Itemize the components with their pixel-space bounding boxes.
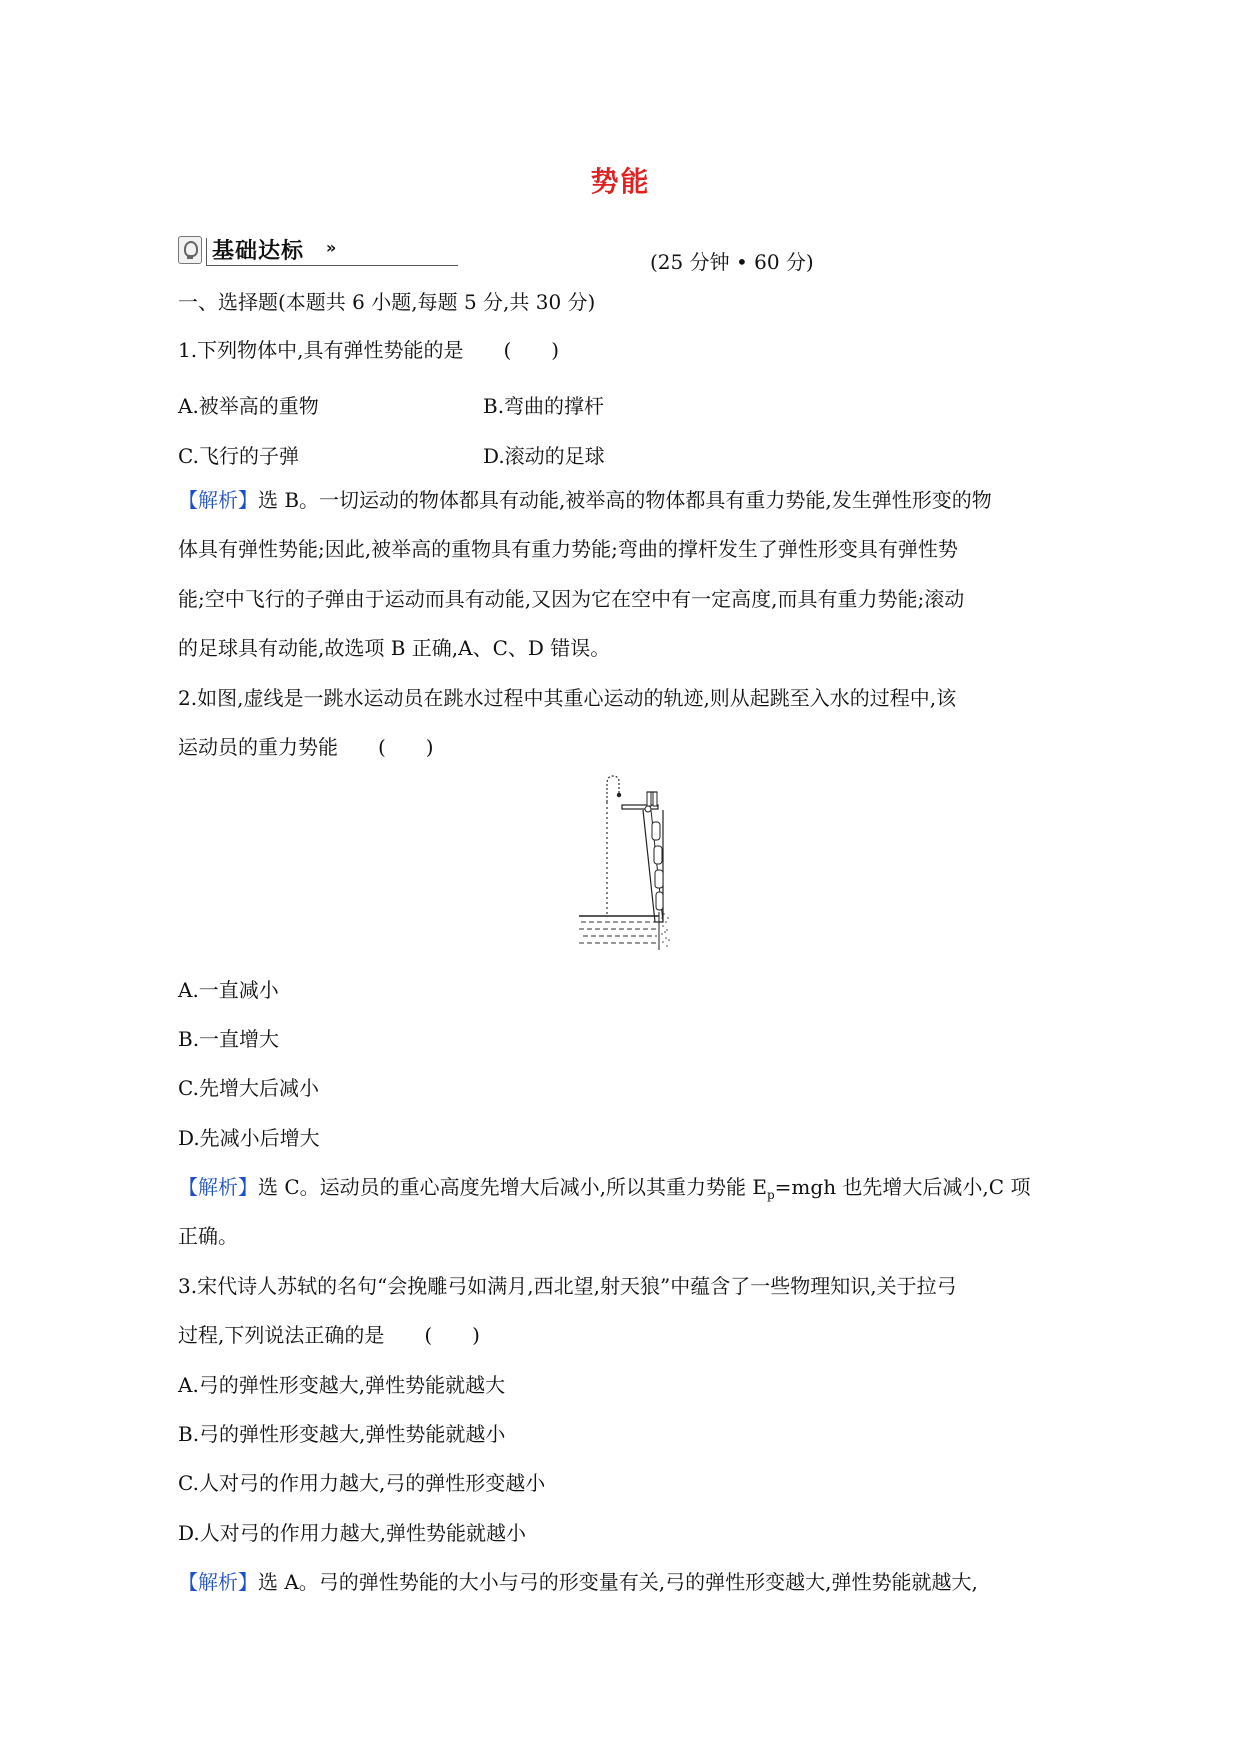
q2-stem-line-2: 运动员的重力势能 ( ): [178, 735, 434, 759]
page-title: 势能: [590, 165, 651, 198]
q1-analysis-line-3: 能;空中飞行的子弹由于运动而具有动能,又因为它在空中有一定高度,而具有重力势能;滚动: [178, 587, 965, 611]
analysis-tag: 【解析】: [178, 1175, 258, 1199]
q2-option-d: D.先减小后增大: [178, 1126, 320, 1150]
time-score: (25 分钟 • 60 分): [650, 250, 814, 274]
q3-stem-line-1: 3.宋代诗人苏轼的名句“会挽雕弓如满月,西北望,射天狼”中蕴含了一些物理知识,关于拉弓: [178, 1274, 957, 1298]
q1-analysis-line-1: 【解析】选 B。一切运动的物体都具有动能,被举高的物体都具有重力势能,发生弹性形变的物: [178, 488, 992, 512]
chevron-right-icon: »: [326, 238, 337, 257]
q2-stem-line-1: 2.如图,虚线是一跳水运动员在跳水过程中其重心运动的轨迹,则从起跳至入水的过程中,该: [178, 686, 957, 710]
analysis-tag: 【解析】: [178, 488, 258, 512]
q3-analysis-line-1: 【解析】选 A。弓的弹性势能的大小与弓的形变量有关,弓的弹性形变越大,弹性势能就越大,: [178, 1570, 978, 1594]
q1-stem: 1.下列物体中,具有弹性势能的是 ( ): [178, 338, 560, 362]
section-underline: [206, 265, 458, 266]
q3-option-c: C.人对弓的作用力越大,弓的弹性形变越小: [178, 1471, 546, 1495]
q1-analysis-line-4: 的足球具有动能,故选项 B 正确,A、C、D 错误。: [178, 636, 611, 660]
q1-analysis-line-2: 体具有弹性势能;因此,被举高的重物具有重力势能;弯曲的撑杆发生了弹性形变具有弹性势: [178, 537, 958, 561]
part-heading: 一、选择题(本题共 6 小题,每题 5 分,共 30 分): [178, 290, 596, 314]
q1-option-a: A.被举高的重物: [178, 394, 319, 418]
q2-option-a: A.一直减小: [178, 978, 279, 1002]
q3-option-b: B.弓的弹性形变越大,弹性势能就越小: [178, 1422, 506, 1446]
q3-stem-line-2: 过程,下列说法正确的是 ( ): [178, 1323, 480, 1347]
q2-option-b: B.一直增大: [178, 1027, 280, 1051]
q1-option-b: B.弯曲的撑杆: [483, 394, 605, 418]
analysis-tag: 【解析】: [178, 1570, 258, 1594]
section-label: 基础达标: [212, 239, 305, 264]
q1-option-d: D.滚动的足球: [483, 444, 605, 468]
q3-option-a: A.弓的弹性形变越大,弹性势能就越大: [178, 1373, 506, 1397]
q2-analysis-line-1: 【解析】选 C。运动员的重心高度先增大后减小,所以其重力势能 $E_p=mgh$ 也先增大后减小,C 项: [178, 1175, 1031, 1202]
q2-option-c: C.先增大后减小: [178, 1076, 319, 1100]
lightbulb-icon: [178, 236, 202, 264]
q3-option-d: D.人对弓的作用力越大,弹性势能就越小: [178, 1521, 527, 1545]
q2-analysis-line-2: 正确。: [178, 1224, 238, 1248]
section-divider: [206, 238, 207, 265]
diving-figure: [575, 772, 675, 952]
q1-option-c: C.飞行的子弹: [178, 444, 299, 468]
section-header: [178, 234, 458, 268]
